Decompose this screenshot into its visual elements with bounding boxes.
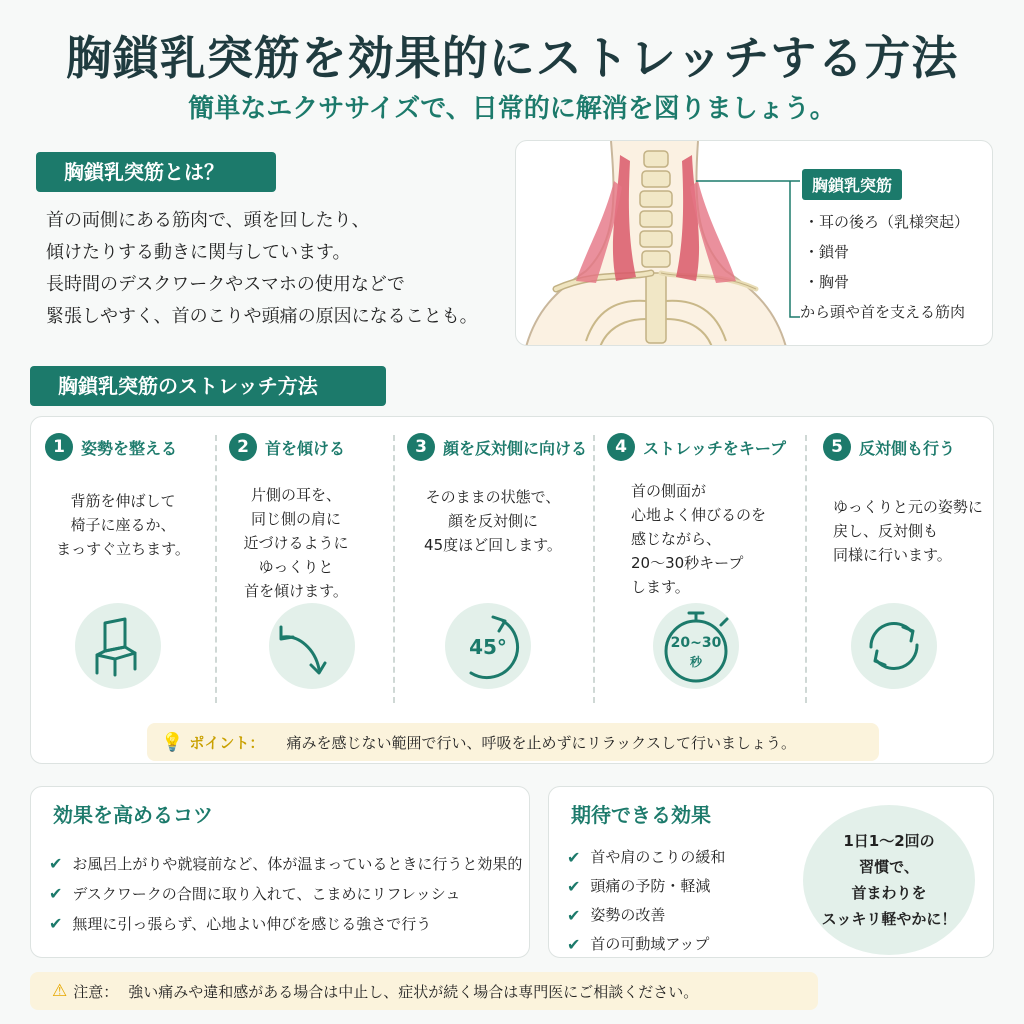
intro-line: 長時間のデスクワークやスマホの使用などで <box>46 274 405 295</box>
intro-text <box>46 205 506 333</box>
step-line: 感じながら、 <box>631 530 722 548</box>
step-number: 1 <box>45 433 73 461</box>
step-title: ストレッチをキープ <box>643 438 787 458</box>
step-line: ゆっくりと <box>258 558 334 576</box>
muscle-note: から頭や首を支える筋肉 <box>800 303 966 321</box>
rotate-45-icon <box>445 603 531 689</box>
list-item: ✔ 無理に引っ張らず、心地よい伸びを感じる強さで行う <box>49 909 522 939</box>
step-header <box>229 433 345 461</box>
step-header <box>45 433 177 461</box>
step-line: 首を傾けます。 <box>244 582 348 600</box>
step-title: 姿勢を整える <box>81 438 178 458</box>
point-note <box>147 723 879 761</box>
step-5 <box>805 417 993 707</box>
list-item: ✔ 首の可動域アップ <box>567 930 725 959</box>
step-line: 戻し、反対側も <box>833 522 939 540</box>
intro-tag: 胸鎖乳突筋とは？ <box>36 152 276 192</box>
step-description <box>573 479 785 599</box>
method-tag: 胸鎖乳突筋のストレッチ方法 <box>30 366 386 406</box>
step-number: 3 <box>407 433 435 461</box>
step-1 <box>31 417 215 707</box>
step-line: 心地よく伸びるのを <box>631 506 767 524</box>
anatomy-panel <box>515 140 993 346</box>
step-4 <box>593 417 805 707</box>
step-header <box>823 433 955 461</box>
steps-panel <box>30 416 994 764</box>
step-description <box>393 485 593 557</box>
muscle-attachment-item: ・鎖骨 <box>804 243 850 261</box>
caution-label: 注意： <box>73 982 119 1001</box>
stopwatch-icon <box>653 603 739 689</box>
chair-icon <box>75 603 161 689</box>
warning-icon: ⚠ <box>52 981 68 1001</box>
repeat-icon <box>851 603 937 689</box>
step-line: 45度ほど回します。 <box>424 536 562 554</box>
check-icon: ✔ <box>49 914 63 933</box>
step-line: 片側の耳を、 <box>250 486 341 504</box>
step-title: 反対側も行う <box>859 438 956 458</box>
intro-line: 緊張しやすく、首のこりや頭痛の原因になることも。 <box>46 306 478 327</box>
list-item: ✔ 首や肩のこりの緩和 <box>567 843 725 872</box>
check-icon: ✔ <box>567 935 581 954</box>
point-text: 痛みを感じない範囲で行い、呼吸を止めずにリラックスして行いましょう。 <box>286 733 796 752</box>
caution-text: 強い痛みや違和感がある場合は中止し、症状が続く場合は専門医にご相談ください。 <box>128 982 699 1001</box>
muscle-attachment-list <box>804 207 969 297</box>
rotate-angle-label: 45° <box>469 635 507 659</box>
step-description <box>31 489 215 561</box>
step-number: 2 <box>229 433 257 461</box>
step-number: 4 <box>607 433 635 461</box>
effects-card <box>548 786 994 958</box>
muscle-attachment-item: ・耳の後ろ（乳様突起） <box>804 213 970 231</box>
effects-title: 期待できる効果 <box>571 803 711 827</box>
check-icon: ✔ <box>49 884 63 903</box>
page-title: 胸鎖乳突筋を効果的にストレッチする方法 <box>65 31 959 85</box>
intro-line: 首の両側にある筋肉で、頭を回したり、 <box>46 210 370 231</box>
caution-note <box>30 972 818 1010</box>
step-line: ゆっくりと元の姿勢に <box>833 498 983 516</box>
step-2 <box>215 417 393 707</box>
step-number: 5 <box>823 433 851 461</box>
step-3 <box>393 417 593 707</box>
tips-title: 効果を高めるコツ <box>53 803 213 827</box>
step-title: 首を傾ける <box>265 438 346 458</box>
list-item: ✔ 姿勢の改善 <box>567 901 725 930</box>
step-line: 首の側面が <box>631 482 707 500</box>
list-item: ✔ 頭痛の予防・軽減 <box>567 872 725 901</box>
step-line: 20〜30秒キープ <box>631 554 744 572</box>
step-header <box>607 433 786 461</box>
page-subtitle: 簡単なエクササイズで、日常的に解消を図りましょう。 <box>188 94 836 124</box>
stopwatch-time-label: 20~30 <box>670 635 722 651</box>
lightbulb-icon: 💡 <box>161 731 184 753</box>
habit-line: 首まわりを <box>851 884 927 902</box>
check-icon: ✔ <box>567 877 581 896</box>
step-line: 同様に行います。 <box>833 546 952 564</box>
step-line: 顔を反対側に <box>447 512 538 530</box>
effects-list <box>567 843 725 959</box>
step-title: 顔を反対側に向ける <box>443 438 588 458</box>
habit-callout <box>803 805 975 955</box>
step-line: 椅子に座るか、 <box>70 516 176 534</box>
step-description <box>207 483 385 603</box>
tips-list <box>49 849 522 939</box>
habit-line: 1日1〜2回の <box>843 832 935 850</box>
step-description <box>815 495 1003 567</box>
tips-card <box>30 786 530 958</box>
step-line: します。 <box>631 578 690 596</box>
point-label: ポイント： <box>189 733 265 752</box>
step-header <box>407 433 587 461</box>
list-item: ✔ お風呂上がりや就寝前など、体が温まっているときに行うと効果的 <box>49 849 522 879</box>
intro-line: 傾けたりする動きに関与しています。 <box>46 242 351 263</box>
tilt-arrow-icon <box>269 603 355 689</box>
step-line: 近づけるように <box>243 534 349 552</box>
check-icon: ✔ <box>567 906 581 925</box>
step-line: 背筋を伸ばして <box>70 492 176 510</box>
habit-line: 習慣で、 <box>859 858 919 876</box>
check-icon: ✔ <box>49 854 63 873</box>
muscle-tag: 胸鎖乳突筋 <box>802 169 902 200</box>
step-line: 同じ側の肩に <box>250 510 341 528</box>
step-line: そのままの状態で、 <box>425 488 561 506</box>
step-line: まっすぐ立ちます。 <box>56 540 190 558</box>
muscle-attachment-item: ・胸骨 <box>804 273 850 291</box>
check-icon: ✔ <box>567 848 581 867</box>
habit-line: スッキリ軽やかに！ <box>821 910 957 928</box>
list-item: ✔ デスクワークの合間に取り入れて、こまめにリフレッシュ <box>49 879 522 909</box>
stopwatch-unit-label: 秒 <box>689 655 702 669</box>
